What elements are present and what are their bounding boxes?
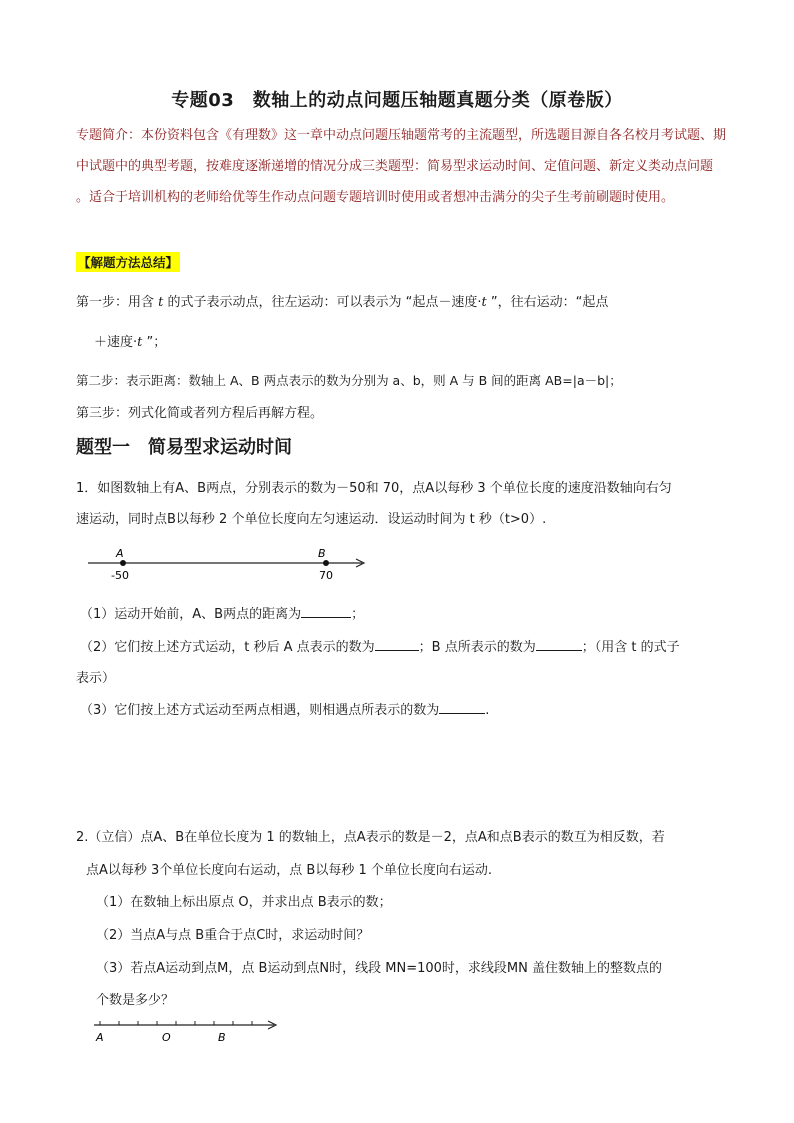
topic-intro: 专题简介：本份资料包含《有理数》这一章中动点问题压轴题常考的主流题型，所选题目源自各名校月考试题、期中试题中的典型考题，按难度逐渐递增的情况分成三类题型：简易型求运动时间、定值问题、新定义类动点问题 。适合于培训机构的老师给优等生作动点问题专题培训时使用或者想冲击满分的尖子生考前刷题时使用。 (76, 128, 727, 205)
var-t: t (158, 295, 164, 310)
q1-part-2-text: ；B 点所表示的数为 (418, 640, 536, 655)
point-b-value: 70 (319, 569, 333, 582)
step-1-text: 第一步：用含 (76, 295, 159, 310)
step-2: 第二步：表示距离：数轴上 A、B 两点表示的数为分别为 a、b，则 A 与 B 间的距离 AB=|a－b|； (76, 373, 622, 388)
q2-part-2: （2）当点A与点 B重合于点C时，求运动时间？ (96, 928, 370, 943)
q1-stem-line-1: 1．如图数轴上有A、B两点，分别表示的数为－50和 70，点A以每秒 3 个单位长度的速度沿数轴向右匀 (76, 481, 672, 496)
point-b-dot (323, 560, 329, 566)
q2-stem-line-1: 2.（立信）点A、B在单位长度为 1 的数轴上，点A表示的数是－2，点A和点B表示的数互为相反数，若 (76, 830, 665, 845)
q1-part-2-cont: 表示） (76, 671, 116, 686)
var-t: t (137, 335, 143, 350)
q1-part-1 (80, 603, 364, 622)
q1-part-2 (80, 636, 680, 655)
q2-stem-line-2: 点A以每秒 3个单位长度向右运动，点 B以每秒 1 个单位长度向右运动. (86, 863, 493, 878)
q2-part-3-line-1: （3）若点A运动到点M，点 B运动到点N时，线段 MN=100时，求线段MN 盖住数轴上的整数点的 (96, 961, 663, 976)
q2-part-3-line-2: 个数是多少？ (96, 993, 175, 1008)
q1-part-1-end: ； (351, 607, 365, 622)
var-t: t (481, 295, 487, 310)
step-1-line-2 (94, 331, 166, 350)
q1-part-3-text: （3）它们按上述方式运动至两点相遇，则相遇点所表示的数为 (80, 703, 440, 718)
point-a-dot (120, 560, 126, 566)
origin-label: O (162, 1031, 171, 1044)
q1-part-2-text: ；（用含 t 的式子 (581, 640, 680, 655)
point-a-value: -50 (111, 569, 129, 582)
answer-blank[interactable] (439, 701, 485, 714)
step-1-line-1 (76, 291, 608, 310)
step-1-text: ”，往右运动：“起点 (486, 295, 609, 310)
point-b-label: B (218, 1031, 226, 1044)
point-b-label: B (318, 547, 326, 560)
section-heading-1: 题型一 简易型求运动时间 (76, 437, 292, 458)
q2-number-line (88, 1012, 288, 1048)
step-1-text: 的式子表示动点，往左运动：可以表示为 “起点－速度· (163, 295, 482, 310)
q1-part-3 (80, 699, 489, 718)
q1-part-3-end: . (485, 703, 490, 718)
q2-part-1: （1）在数轴上标出原点 O，并求出点 B表示的数； (96, 895, 392, 910)
method-summary-tag: 【解题方法总结】 (76, 252, 180, 272)
step-3: 第三步：列式化简或者列方程后再解方程。 (76, 406, 324, 421)
answer-blank[interactable] (301, 605, 351, 618)
point-a-label: A (96, 1031, 104, 1044)
answer-blank[interactable] (536, 638, 582, 651)
step-1-text: ”； (142, 335, 167, 350)
point-a-label: A (116, 547, 124, 560)
q1-stem-line-2: 速运动，同时点B以每秒 2 个单位长度向左匀速运动．设运动时间为 t 秒（t>0）. (76, 512, 547, 527)
step-1-text: ＋速度· (94, 335, 138, 350)
page-title: 专题03 数轴上的动点问题压轴题真题分类（原卷版） (171, 90, 623, 111)
q1-number-line (80, 545, 380, 587)
answer-blank[interactable] (375, 638, 419, 651)
q1-part-1-text: （1）运动开始前，A、B两点的距离为 (80, 607, 302, 622)
q1-part-2-text: （2）它们按上述方式运动，t 秒后 A 点表示的数为 (80, 640, 375, 655)
